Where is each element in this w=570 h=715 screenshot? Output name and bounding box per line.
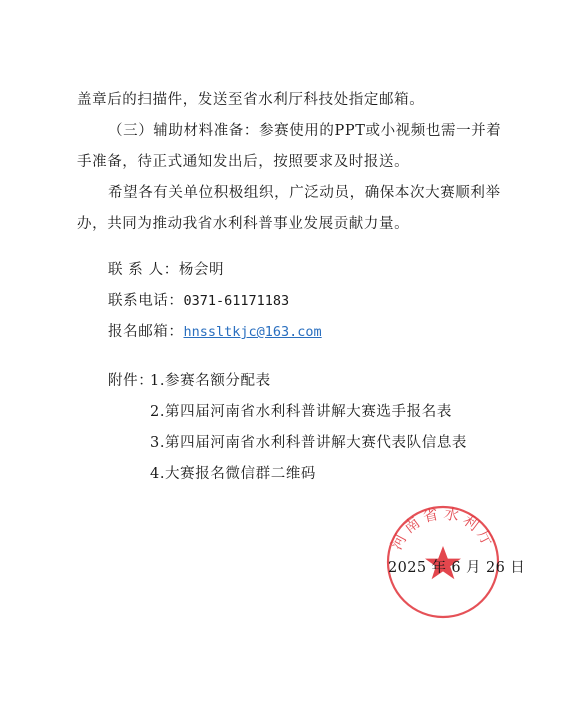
contact-email-label: 报名邮箱：: [108, 324, 184, 340]
signature-date: 2025 年 6 月 26 日: [388, 560, 526, 576]
attachments-label: 附件：: [108, 373, 154, 389]
paragraph-line: （三）辅助材料准备：参赛使用的PPT或小视频也需一并着: [108, 123, 502, 139]
contact-person-label: 联 系 人：: [108, 262, 179, 278]
contact-phone-value: 0371-61171183: [183, 293, 290, 309]
paragraph-line: 盖章后的扫描件，发送至省水利厅科技处指定邮箱。: [77, 92, 425, 108]
contact-person: [108, 260, 224, 280]
paragraph-line: 希望各有关单位积极组织，广泛动员，确保本次大赛顺利举: [108, 185, 501, 201]
paragraph-line: 办，共同为推动我省水利科普事业发展贡献力量。: [77, 216, 410, 232]
attachment-item: 4.大赛报名微信群二维码: [150, 466, 317, 482]
attachment-item: 1.参赛名额分配表: [150, 373, 271, 389]
paragraph-line: 手准备，待正式通知发出后，按照要求及时报送。: [77, 154, 410, 170]
contact-email: [108, 322, 322, 342]
contact-phone-label: 联系电话：: [108, 293, 184, 309]
email-link[interactable]: hnssltkjc@163.com: [183, 324, 322, 340]
contact-phone: [108, 291, 289, 311]
attachment-item: 3.第四届河南省水利科普讲解大赛代表队信息表: [150, 435, 468, 451]
svg-text:河南省水利厅: 河南省水利厅: [387, 504, 499, 553]
attachment-item: 2.第四届河南省水利科普讲解大赛选手报名表: [150, 404, 452, 420]
contact-person-value: 杨会明: [178, 262, 225, 278]
